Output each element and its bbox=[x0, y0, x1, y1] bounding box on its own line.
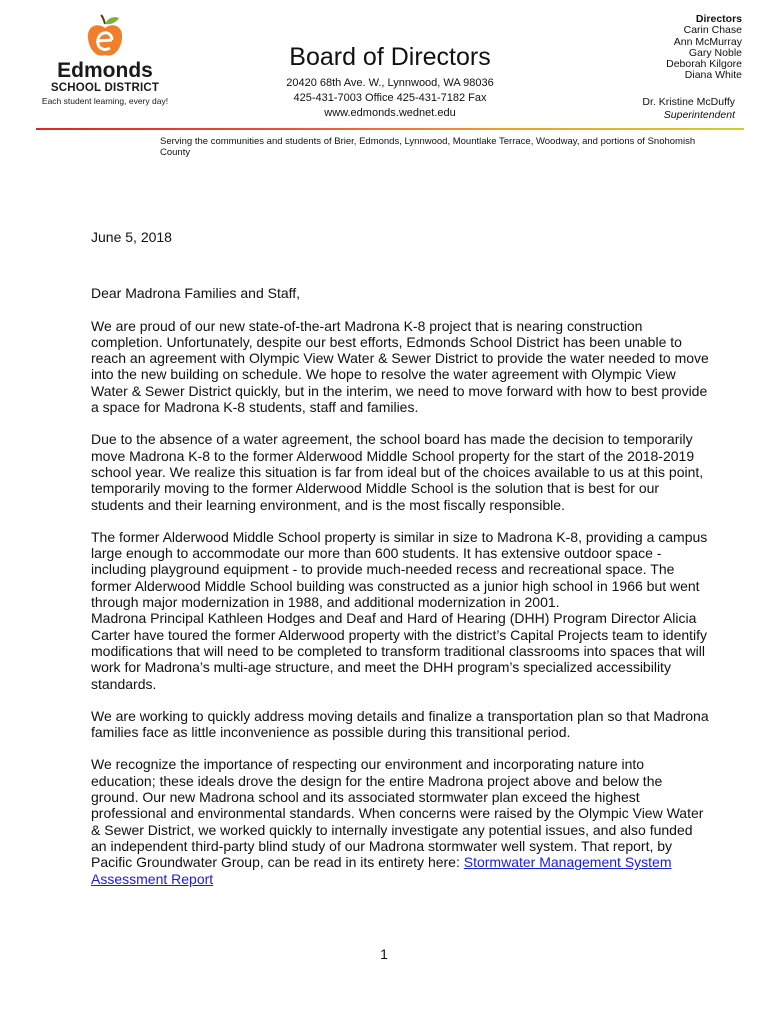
serving-statement: Serving the communities and students of Brier, Edmonds, Lynnwood, Mountlake Terrace, Woodway, and portions of Snohomish County bbox=[160, 136, 696, 158]
page-title: Board of Directors bbox=[289, 43, 491, 71]
paragraph: Madrona Principal Kathleen Hodges and Deaf and Hard of Hearing (DHH) Program Director Alicia Carter have toured the former Alderwood property with the district’s Capital Projects team to identify modifications that will need to be completed to transform traditional classrooms into spaces that will work for Madrona’s multi-age structure, and meet the DHH program’s specialized accessibility standards. bbox=[91, 610, 708, 692]
report-link[interactable]: Stormwater Management System Assessment Report bbox=[91, 854, 672, 887]
directors-list bbox=[542, 14, 742, 82]
director-name: Gary Noble bbox=[688, 46, 742, 59]
paragraph-text: We recognize the importance of respecting our environment and incorporating nature into education; these ideals drove the design for the entire Madrona project above and below the ground. Our new Madrona school and its associated stormwater plan exceed the highest professional and environmental standards. When concerns were raised by the Olympic View Water & Sewer District, we worked quickly to internally investigate any potential issues, and also funded an independent third-party blind study of our Madrona stormwater well system. That report, by Pacific Groundwater Group, can be read in its entirety here: bbox=[91, 756, 704, 871]
district-logo bbox=[30, 14, 180, 120]
website: www.edmonds.wednet.edu bbox=[324, 107, 456, 119]
paragraph: Due to the absence of a water agreement, the school board has made the decision to temporarily move Madrona K-8 to the former Alderwood Middle School property for the start of the 2018-2019 school year. We realize this situation is far from ideal but of the choices available to us at this point, temporarily moving to the former Alderwood Middle School is the solution that is best for our students and their learning environment, and is the most fiscally responsible. bbox=[91, 431, 704, 513]
director-name: Deborah Kilgore bbox=[666, 58, 742, 71]
paragraph-last bbox=[91, 756, 711, 886]
salutation: Dear Madrona Families and Staff, bbox=[91, 285, 301, 302]
apple-logo-icon bbox=[85, 14, 125, 58]
superintendent-title: Superintendent bbox=[663, 108, 735, 121]
letter-body bbox=[91, 229, 711, 903]
page-number: 1 bbox=[380, 946, 388, 962]
letterhead-center bbox=[265, 42, 515, 121]
directors-heading: Directors bbox=[695, 13, 742, 25]
director-name: Diana White bbox=[684, 69, 742, 82]
header-divider bbox=[36, 128, 744, 130]
superintendent-block bbox=[535, 96, 735, 121]
phone-fax: 425-431-7003 Office 425-431-7182 Fax bbox=[293, 92, 487, 104]
logo-tagline: Each student learning, every day! bbox=[41, 96, 169, 106]
paragraph: We are proud of our new state-of-the-art Madrona K-8 project that is nearing construction completion. Unfortunately, despite our best efforts, Edmonds School District has been unable to reach an agreement with Olympic View Water & Sewer District to provide the water needed to move into the new building on schedule. We hope to resolve the water agreement with Olympic View Water & Sewer District quickly, but in the interim, we need to move forward with how to best provide a space for Madrona K-8 students, staff and families. bbox=[91, 317, 709, 416]
paragraph: The former Alderwood Middle School property is similar in size to Madrona K-8, providing a campus large enough to accommodate our more than 600 students. It has extensive outdoor space - including playground equipment - to provide much-needed recess and recreational space. The former Alderwood Middle School building was constructed as a junior high school in 1966 but went through major modernization in 1988, and additional modernization in 2001. bbox=[91, 528, 708, 611]
superintendent-name: Dr. Kristine McDuffy bbox=[642, 96, 735, 108]
logo-district: SCHOOL DISTRICT bbox=[50, 82, 160, 94]
address: 20420 68th Ave. W., Lynnwood, WA 98036 bbox=[286, 77, 494, 89]
letter-date: June 5, 2018 bbox=[91, 229, 172, 245]
director-name: Ann McMurray bbox=[673, 35, 742, 48]
logo-name: Edmonds bbox=[57, 59, 153, 82]
paragraph: We are working to quickly address moving details and finalize a transportation plan so that Madrona families face as little inconvenience as possible during this transitional period. bbox=[91, 707, 709, 741]
director-name: Carin Chase bbox=[683, 24, 742, 37]
